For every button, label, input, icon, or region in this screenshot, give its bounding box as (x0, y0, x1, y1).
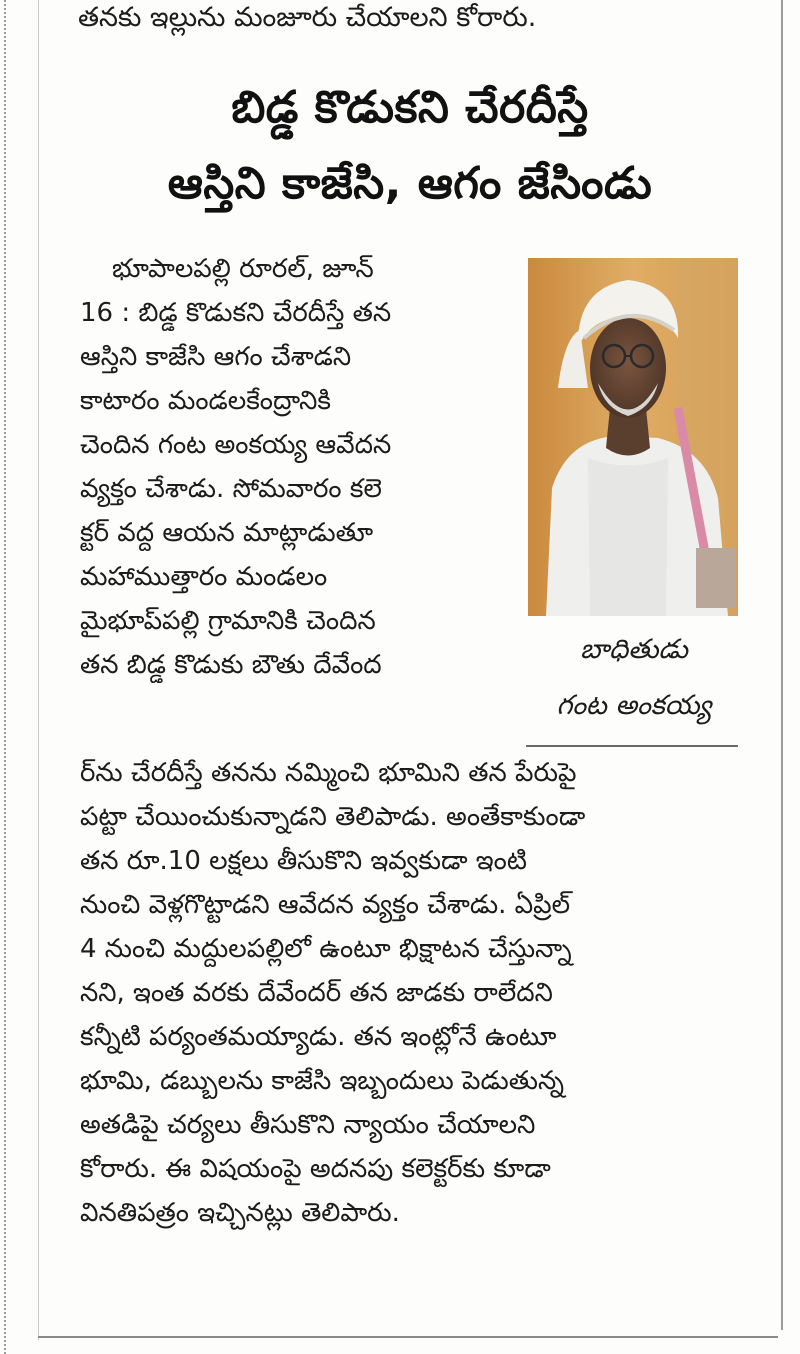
body-line: కాటారం మండలకేంద్రానికి (80, 386, 332, 416)
column-rule-right (781, 0, 783, 1330)
body-line: భూమి, డబ్బులను కాజేసి ఇబ్బందులు పెడుతున్న (80, 1066, 564, 1096)
body-line: తన రూ.10 లక్షలు తీసుకొని ఇవ్వకుడా ఇంటి (80, 846, 527, 876)
body-line: తన బిడ్డ కొడుకు బౌతు దేవేంద (80, 650, 382, 680)
photo-caption-line-1: బాధితుడు (580, 634, 688, 665)
headline-line-1: బిడ్డ కొడుకని చేరదీస్తే (231, 82, 589, 133)
body-line: ర్‌ను చేరదీస్తే తనను నమ్మించి భూమిని తన పేరుపై (80, 758, 577, 788)
body-line: చెందిన గంట అంకయ్య ఆవేదన (80, 430, 392, 460)
body-line: కన్నీటి పర్యంతమయ్యాడు. తన ఇంట్లోనే ఉంటూ (80, 1022, 557, 1052)
column-rule-left (38, 0, 39, 1340)
body-line: వినతిపత్రం ఇచ్చినట్లు తెలిపారు. (80, 1198, 400, 1228)
article-bottom-rule (38, 1336, 778, 1338)
body-line: కోరారు. ఈ విషయంపై అదనపు కలెక్టర్‌కు కూడా (80, 1154, 551, 1184)
body-line: మహాముత్తారం మండలం (80, 562, 328, 592)
victim-photo (528, 258, 738, 616)
body-line: పట్టా చేయించుకున్నాడని తెలిపాడు. అంతేకాకుండా (80, 802, 586, 832)
body-line: 4 నుంచి మద్దులపల్లిలో ఉంటూ భిక్షాటన చేస్తున్నా (80, 934, 572, 964)
left-column-edge (4, 0, 6, 1354)
body-line: నని, ఇంత వరకు దేవేందర్ తన జాడకు రాలేదని (80, 978, 553, 1008)
previous-article-last-line: తనకు ఇల్లును మంజూరు చేయాలని కోరారు. (78, 2, 537, 33)
body-line: నుంచి వెళ్లగొట్టాడని ఆవేదన వ్యక్తం చేశాడు. ఏప్రిల్ (80, 890, 571, 920)
body-line: అతడిపై చర్యలు తీసుకొని న్యాయం చేయాలని (80, 1110, 536, 1140)
body-line: మైభూప్‌పల్లి గ్రామానికి చెందిన (80, 606, 376, 636)
photo-caption-line-2: గంట అంకయ్య (556, 690, 712, 721)
headline-line-2: ఆస్తిని కాజేసి, ఆగం జేసిండు (167, 158, 653, 209)
caption-divider (526, 745, 738, 747)
body-line: వ్యక్తం చేశాడు. సోమవారం కలె (80, 474, 382, 504)
body-line: 16 : బిడ్డ కొడుకని చేరదీస్తే తన (80, 298, 392, 328)
body-line: క్టర్ వద్ద ఆయన మాట్లాడుతూ (80, 518, 374, 548)
body-line: భూపాలపల్లి రూరల్, జూన్ (112, 254, 374, 284)
body-line: ఆస్తిని కాజేసి ఆగం చేశాడని (80, 342, 352, 372)
